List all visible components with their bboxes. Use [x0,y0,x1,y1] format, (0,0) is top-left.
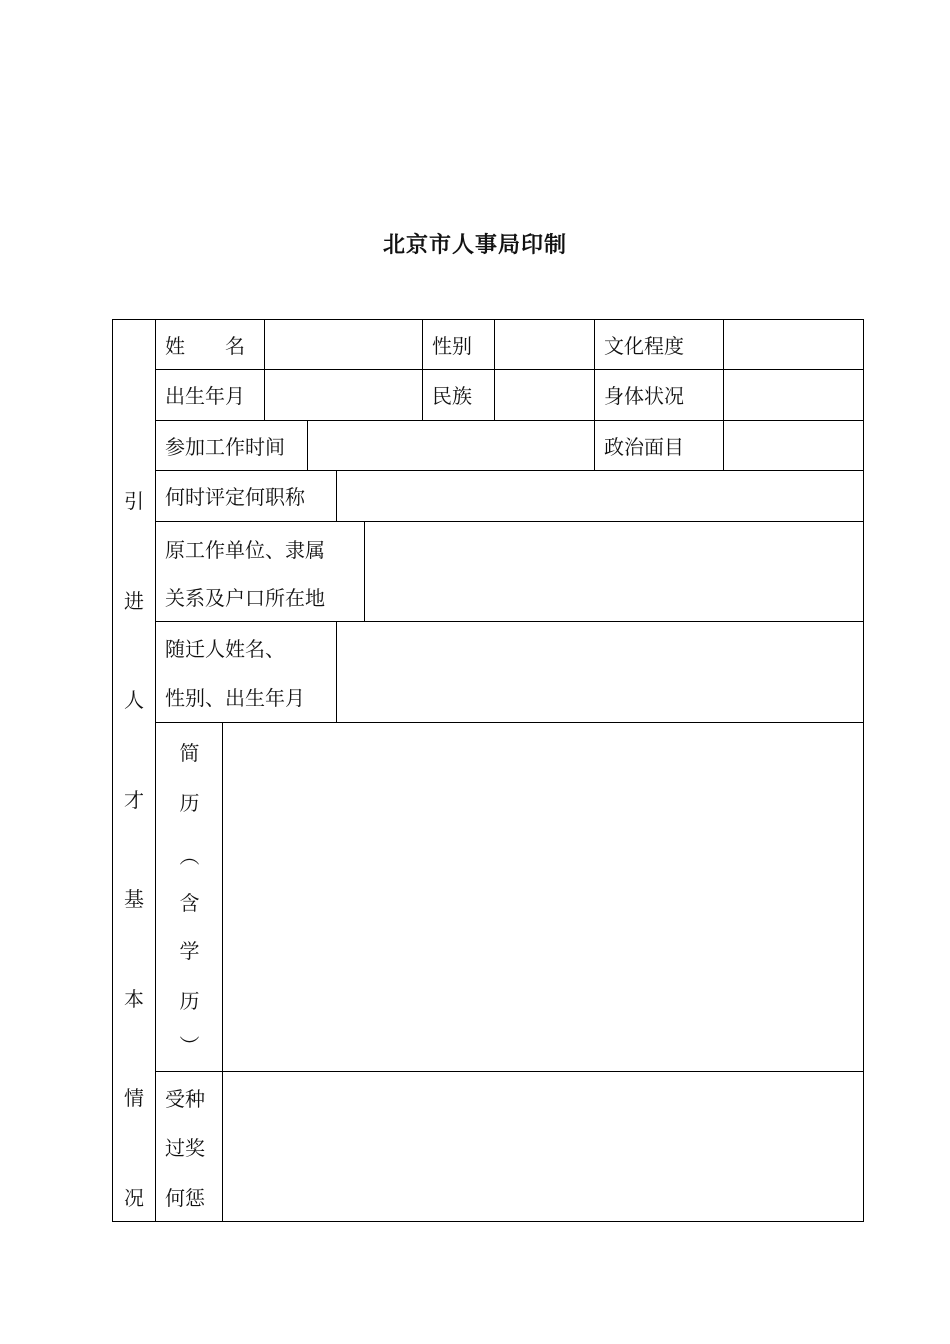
col-divider [594,319,595,470]
name-label: 姓 名 [165,334,245,358]
resume-label-char: ︶ [179,1034,200,1058]
resume-label-char: 历 [179,791,200,815]
col-divider [723,319,724,470]
resume-label-char: 历 [179,989,200,1013]
col-divider [422,319,423,420]
ethnicity-label: 民族 [432,384,472,408]
row-divider [155,470,863,471]
frame-bottom [112,1221,864,1222]
political-label: 政治面目 [604,435,684,459]
side-label-char: 进 [124,589,144,613]
col-divider [264,319,265,420]
side-label-char: 基 [124,887,144,911]
row-divider [155,521,863,522]
resume-label-char: 含 [179,891,200,915]
work-start-label: 参加工作时间 [165,435,285,459]
col-divider [336,470,337,521]
gender-label: 性别 [432,334,472,358]
side-label-char: 情 [124,1086,144,1110]
title-date-label: 何时评定何职称 [165,485,305,509]
resume-label-char: ︵ [179,844,200,868]
health-label: 身体状况 [604,384,684,408]
row-divider [155,621,863,622]
awards-label-line3: 何惩 [165,1186,205,1210]
row-divider [155,722,863,723]
resume-label-char: 简 [179,741,200,765]
awards-label-line1: 受种 [165,1087,205,1111]
side-label-char: 人 [124,688,144,712]
birth-label: 出生年月 [165,384,245,408]
side-label-char: 况 [124,1186,144,1210]
col-divider [494,319,495,420]
col-divider [364,521,365,621]
family-label-line1: 随迁人姓名、 [165,637,285,661]
family-label-line2: 性别、出生年月 [165,686,305,710]
row-divider [155,420,863,421]
col-divider [307,420,308,470]
side-label-char: 才 [124,788,144,812]
orig-unit-label-line2: 关系及户口所在地 [165,586,325,610]
education-label: 文化程度 [604,334,684,358]
side-label-char: 引 [124,489,144,513]
awards-label-line2: 过奖 [165,1136,205,1160]
row-divider [155,1071,863,1072]
col-divider [336,621,337,722]
page-title: 北京市人事局印制 [382,233,567,258]
orig-unit-label-line1: 原工作单位、隶属 [165,538,325,562]
frame-top [112,319,864,320]
frame-right [863,319,864,1222]
row-divider [155,369,863,370]
resume-label-char: 学 [179,939,200,963]
side-column-divider [155,319,156,1222]
side-label-char: 本 [124,987,144,1011]
